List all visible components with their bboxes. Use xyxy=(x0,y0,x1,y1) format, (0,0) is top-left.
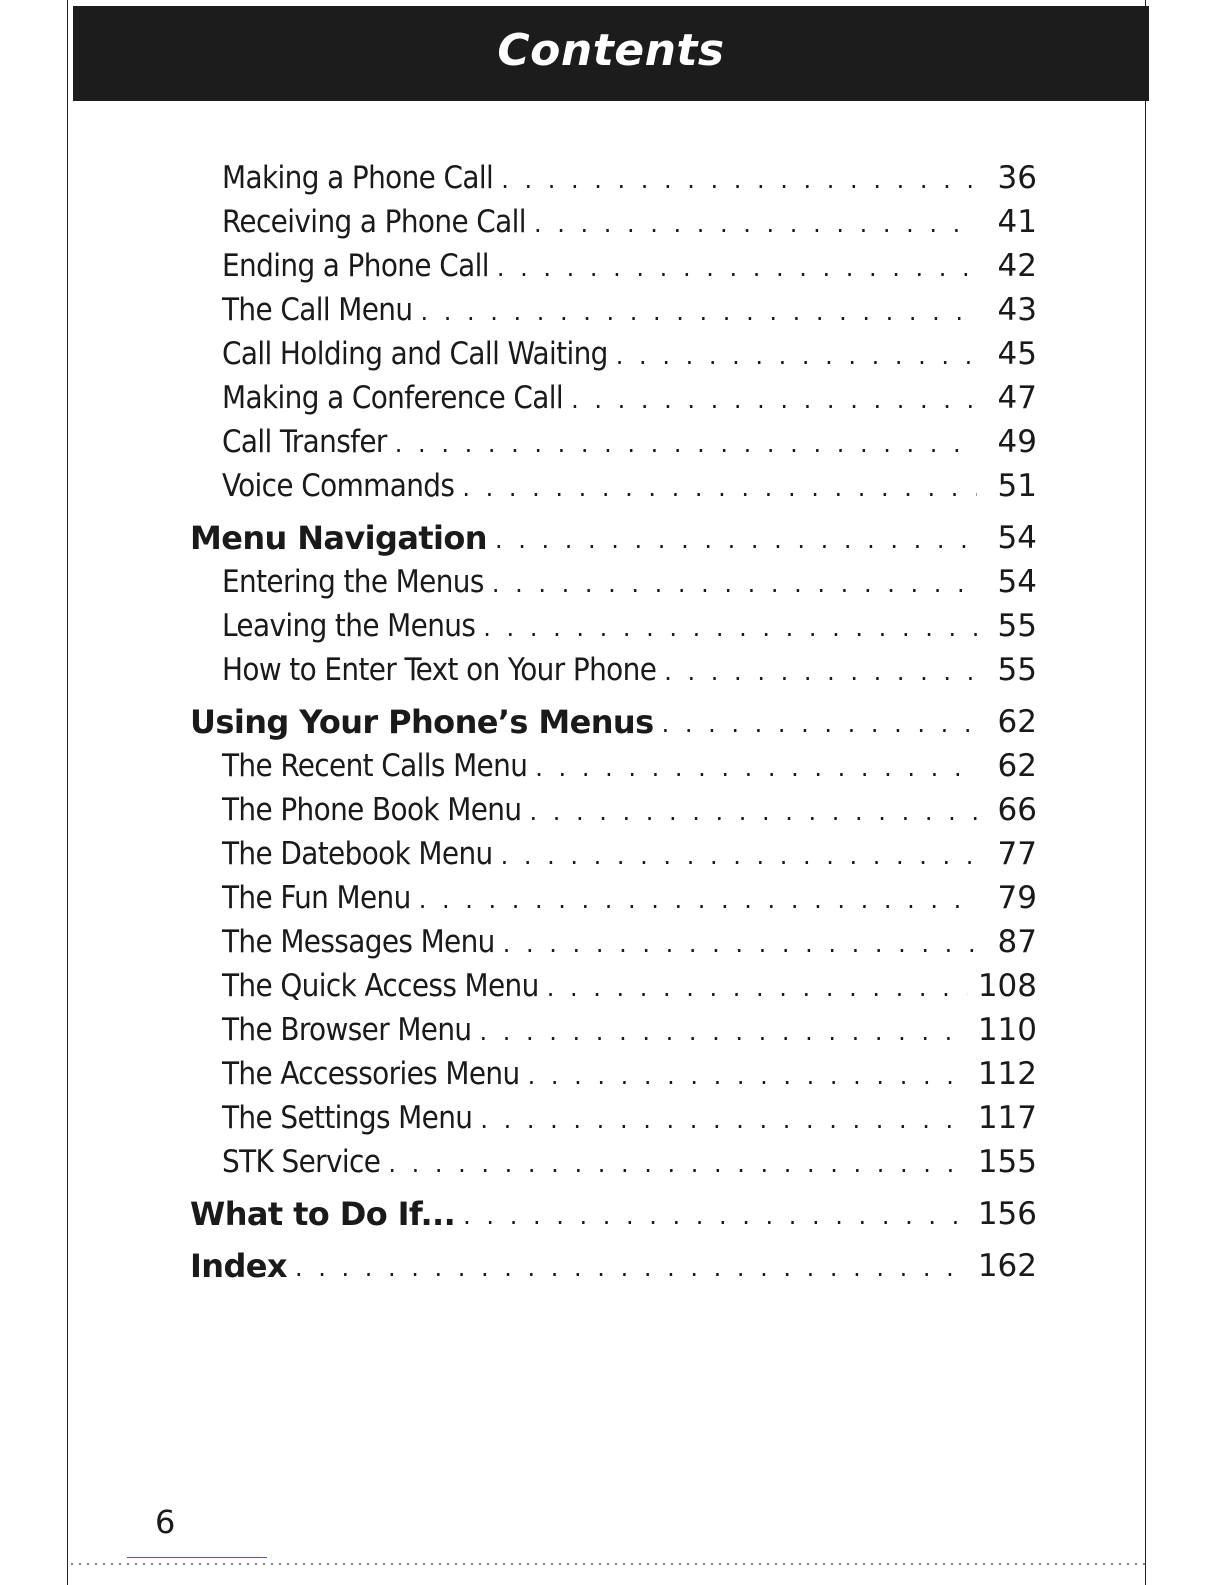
toc-entry-page-number: 117 xyxy=(977,1100,1037,1136)
toc-subsection-entry[interactable] xyxy=(222,290,1037,330)
toc-entry-label: Entering the Menus xyxy=(222,564,484,600)
toc-entry-page-number: 110 xyxy=(977,1012,1037,1048)
toc-entry-label: The Call Menu xyxy=(222,292,413,328)
toc-dot-leader xyxy=(388,1152,967,1182)
toc-subsection-entry[interactable] xyxy=(222,790,1037,830)
toc-entry-page-number: 55 xyxy=(997,652,1037,688)
toc-entry-page-number: 155 xyxy=(977,1144,1037,1180)
toc-entry-label: The Settings Menu xyxy=(222,1100,473,1136)
toc-entry-page-number: 45 xyxy=(997,336,1037,372)
toc-dot-leader xyxy=(420,300,977,330)
toc-entry-label: Call Holding and Call Waiting xyxy=(222,336,608,372)
toc-entry-label: Ending a Phone Call xyxy=(222,248,489,284)
toc-section-entry[interactable] xyxy=(190,518,1037,558)
toc-subsection-entry[interactable] xyxy=(222,158,1037,198)
toc-dot-leader xyxy=(535,756,977,786)
toc-entry-label: The Datebook Menu xyxy=(222,836,493,872)
toc-entry-label: Index xyxy=(190,1247,287,1285)
toc-section-entry[interactable] xyxy=(190,1194,1037,1234)
toc-subsection-entry[interactable] xyxy=(222,966,1037,1006)
toc-entry-page-number: 112 xyxy=(977,1056,1037,1092)
toc-dot-leader xyxy=(483,616,977,646)
header-bar xyxy=(73,6,1149,101)
toc-entry-label: Making a Conference Call xyxy=(222,380,564,416)
toc-dot-leader xyxy=(534,212,977,242)
toc-entry-label: The Accessories Menu xyxy=(222,1056,520,1092)
toc-entry-label: Call Transfer xyxy=(222,424,387,460)
toc-subsection-entry[interactable] xyxy=(222,922,1037,962)
toc-entry-label: The Phone Book Menu xyxy=(222,792,522,828)
toc-dot-leader xyxy=(497,256,977,286)
toc-dot-leader xyxy=(395,432,977,462)
toc-entry-page-number: 47 xyxy=(997,380,1037,416)
toc-entry-page-number: 79 xyxy=(997,880,1037,916)
toc-entry-page-number: 51 xyxy=(997,468,1037,504)
toc-entry-page-number: 156 xyxy=(977,1196,1037,1232)
toc-subsection-entry[interactable] xyxy=(222,466,1037,506)
toc-section-entry[interactable] xyxy=(190,1246,1037,1286)
toc-subsection-entry[interactable] xyxy=(222,562,1037,602)
toc-dot-leader xyxy=(501,844,977,874)
toc-entry-label: The Messages Menu xyxy=(222,924,495,960)
toc-subsection-entry[interactable] xyxy=(222,606,1037,646)
toc-entry-page-number: 49 xyxy=(997,424,1037,460)
toc-subsection-entry[interactable] xyxy=(222,246,1037,286)
toc-entry-label: Using Your Phone’s Menus xyxy=(190,703,654,741)
toc-entry-label: STK Service xyxy=(222,1144,381,1180)
toc-subsection-entry[interactable] xyxy=(222,378,1037,418)
toc-entry-page-number: 41 xyxy=(997,204,1037,240)
toc-dot-leader xyxy=(480,1108,967,1138)
toc-subsection-entry[interactable] xyxy=(222,878,1037,918)
toc-entry-label: The Recent Calls Menu xyxy=(222,748,528,784)
toc-dot-leader xyxy=(529,800,977,830)
toc-entry-page-number: 77 xyxy=(997,836,1037,872)
toc-subsection-entry[interactable] xyxy=(222,746,1037,786)
left-border-line xyxy=(67,0,68,1585)
toc-section-entry[interactable] xyxy=(190,702,1037,742)
toc-dot-leader xyxy=(528,1064,968,1094)
toc-dot-leader xyxy=(571,388,977,418)
toc-subsection-entry[interactable] xyxy=(222,422,1037,462)
toc-subsection-entry[interactable] xyxy=(222,1054,1037,1094)
toc-subsection-entry[interactable] xyxy=(222,1010,1037,1050)
toc-entry-label: Making a Phone Call xyxy=(222,160,494,196)
page-number: 6 xyxy=(155,1503,176,1541)
toc-dot-leader xyxy=(492,572,977,602)
toc-entry-label: Leaving the Menus xyxy=(222,608,476,644)
toc-dot-leader xyxy=(480,1020,968,1050)
toc-dot-leader xyxy=(463,1204,968,1234)
toc-entry-label: The Fun Menu xyxy=(222,880,411,916)
toc-entry-page-number: 87 xyxy=(997,924,1037,960)
toc-entry-page-number: 62 xyxy=(997,748,1037,784)
toc-dot-leader xyxy=(664,660,977,690)
toc-subsection-entry[interactable] xyxy=(222,1142,1037,1182)
toc-subsection-entry[interactable] xyxy=(222,1098,1037,1138)
toc-dot-leader xyxy=(503,932,977,962)
toc-dot-leader xyxy=(616,344,977,374)
toc-entry-page-number: 36 xyxy=(997,160,1037,196)
page-title: Contents xyxy=(497,25,725,76)
toc-subsection-entry[interactable] xyxy=(222,202,1037,242)
toc-entry-page-number: 162 xyxy=(977,1248,1037,1284)
toc-entry-label: The Quick Access Menu xyxy=(222,968,539,1004)
toc-entry-label: Receiving a Phone Call xyxy=(222,204,526,240)
toc-entry-page-number: 42 xyxy=(997,248,1037,284)
toc-entry-label: How to Enter Text on Your Phone xyxy=(222,652,657,688)
toc-dot-leader xyxy=(662,712,977,742)
toc-entry-page-number: 55 xyxy=(997,608,1037,644)
toc-dot-leader xyxy=(501,168,977,198)
toc-entry-page-number: 43 xyxy=(997,292,1037,328)
toc-dot-leader xyxy=(462,476,977,506)
toc-entry-page-number: 66 xyxy=(997,792,1037,828)
right-border-line xyxy=(1145,0,1146,1585)
toc-dot-leader xyxy=(419,888,977,918)
toc-entry-label: Voice Commands xyxy=(222,468,455,504)
toc-entry-page-number: 54 xyxy=(997,520,1037,556)
toc-entry-page-number: 62 xyxy=(997,704,1037,740)
link-underline xyxy=(127,1557,267,1558)
toc-subsection-entry[interactable] xyxy=(222,334,1037,374)
toc-subsection-entry[interactable] xyxy=(222,650,1037,690)
toc-subsection-entry[interactable] xyxy=(222,834,1037,874)
toc-entry-label: Menu Navigation xyxy=(190,519,487,557)
bottom-dotted-edge xyxy=(68,1562,1146,1566)
toc-entry-label: The Browser Menu xyxy=(222,1012,472,1048)
toc-entry-label: What to Do If... xyxy=(190,1195,456,1233)
toc-dot-leader xyxy=(495,528,977,558)
toc-entry-page-number: 54 xyxy=(997,564,1037,600)
toc-dot-leader xyxy=(295,1256,968,1286)
toc-entry-page-number: 108 xyxy=(977,968,1037,1004)
toc-dot-leader xyxy=(547,976,968,1006)
